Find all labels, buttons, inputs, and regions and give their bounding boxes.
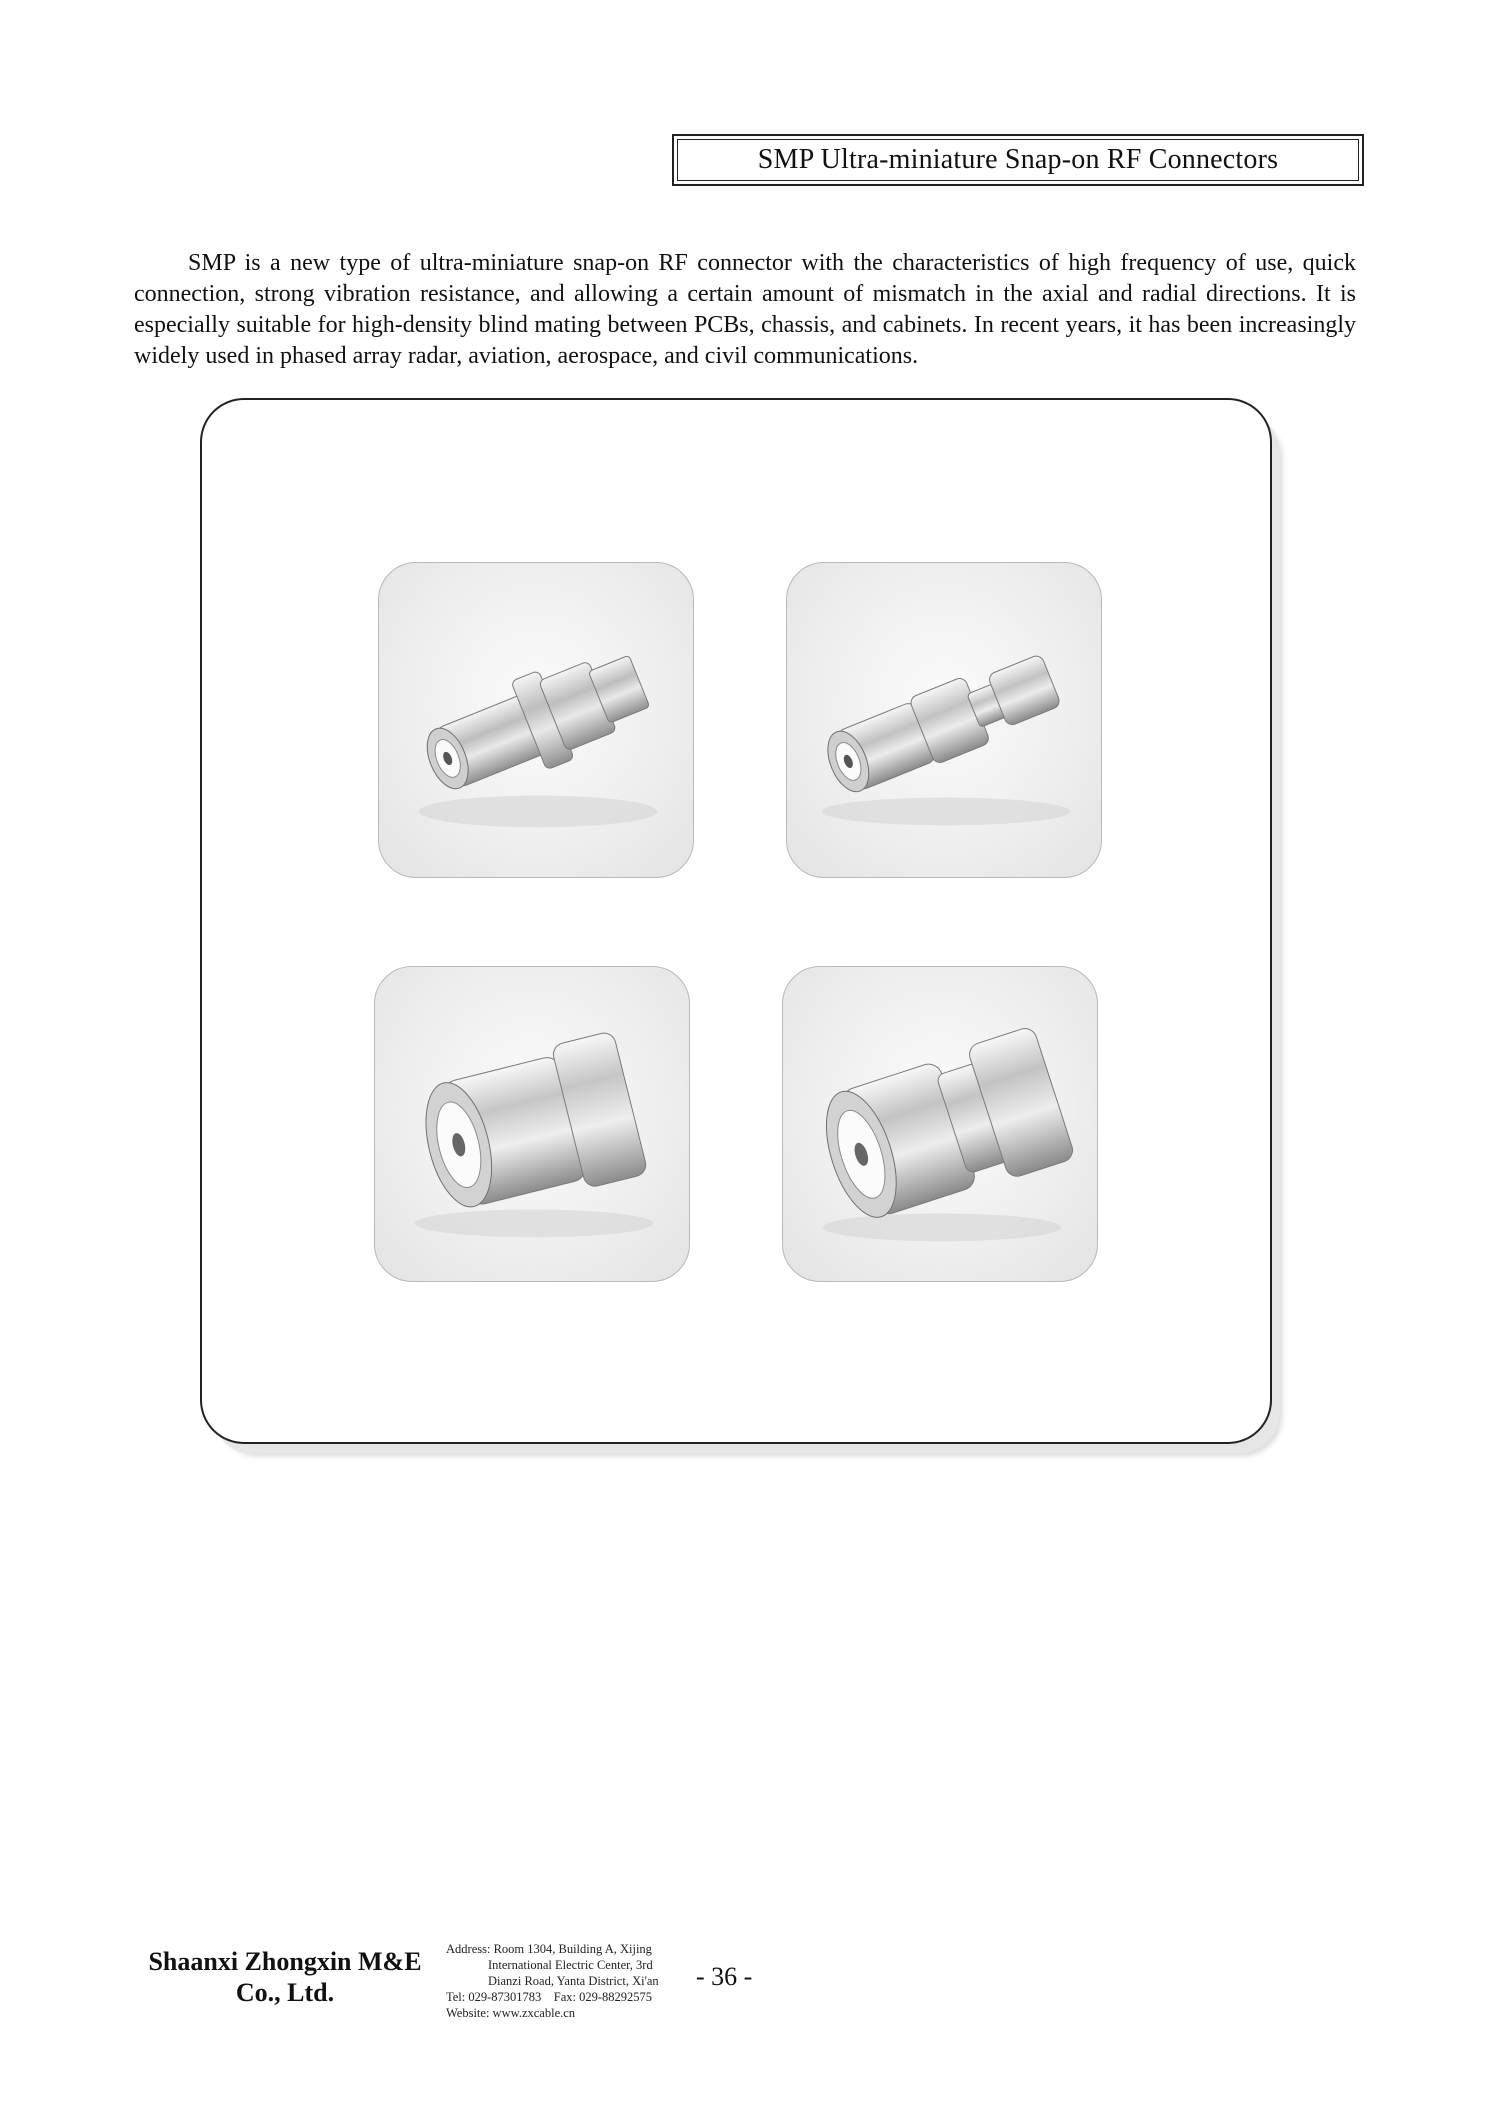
footer-address-line-1: Address: Room 1304, Building A, Xijing: [446, 1942, 652, 1956]
smp-female-full-detent-connector-icon: [783, 967, 1097, 1281]
footer-company-line-2: Co., Ltd.: [235, 1978, 335, 2007]
product-tile-2: [786, 562, 1102, 878]
page-number: - 36 -: [696, 1962, 753, 1991]
footer-website: Website: www.zxcable.cn: [446, 2006, 576, 2020]
page-title-box: [672, 134, 1364, 186]
product-tile-1: [378, 562, 694, 878]
footer-tel-fax: Tel: 029-87301783 Fax: 029-88292575: [446, 1990, 653, 2004]
page-title: SMP Ultra-miniature Snap-on RF Connectors: [757, 144, 1279, 175]
product-tile-4: [782, 966, 1098, 1282]
product-figure-frame: [200, 398, 1272, 1444]
product-tile-3: [374, 966, 690, 1282]
footer-address-line-2: International Electric Center, 3rd: [488, 1958, 653, 1972]
footer-address-line-3: Dianzi Road, Yanta District, Xi'an: [488, 1974, 659, 1988]
smp-adapter-connector-icon: [787, 563, 1101, 877]
footer-company-line-1: Shaanxi Zhongxin M&E: [148, 1947, 422, 1976]
intro-paragraph: SMP is a new type of ultra-miniature snap-on RF connector with the characteristics of high frequency of use, quick connection, strong vibration resistance, and allowing a certain amount of mismatch in the axial and radial directions. It is especially suitable for high-density blind mating between PCBs, chassis, and cabinets. In recent years, it has been increasingly widely used in phased array radar, aviation, aerospace, and civil communications.: [134, 250, 1356, 369]
smp-panel-mount-connector-icon: [379, 563, 693, 877]
smp-female-bulkhead-connector-icon: [375, 967, 689, 1281]
footer-company-name: [140, 1946, 430, 2008]
footer-contact-block: [446, 1941, 686, 2021]
